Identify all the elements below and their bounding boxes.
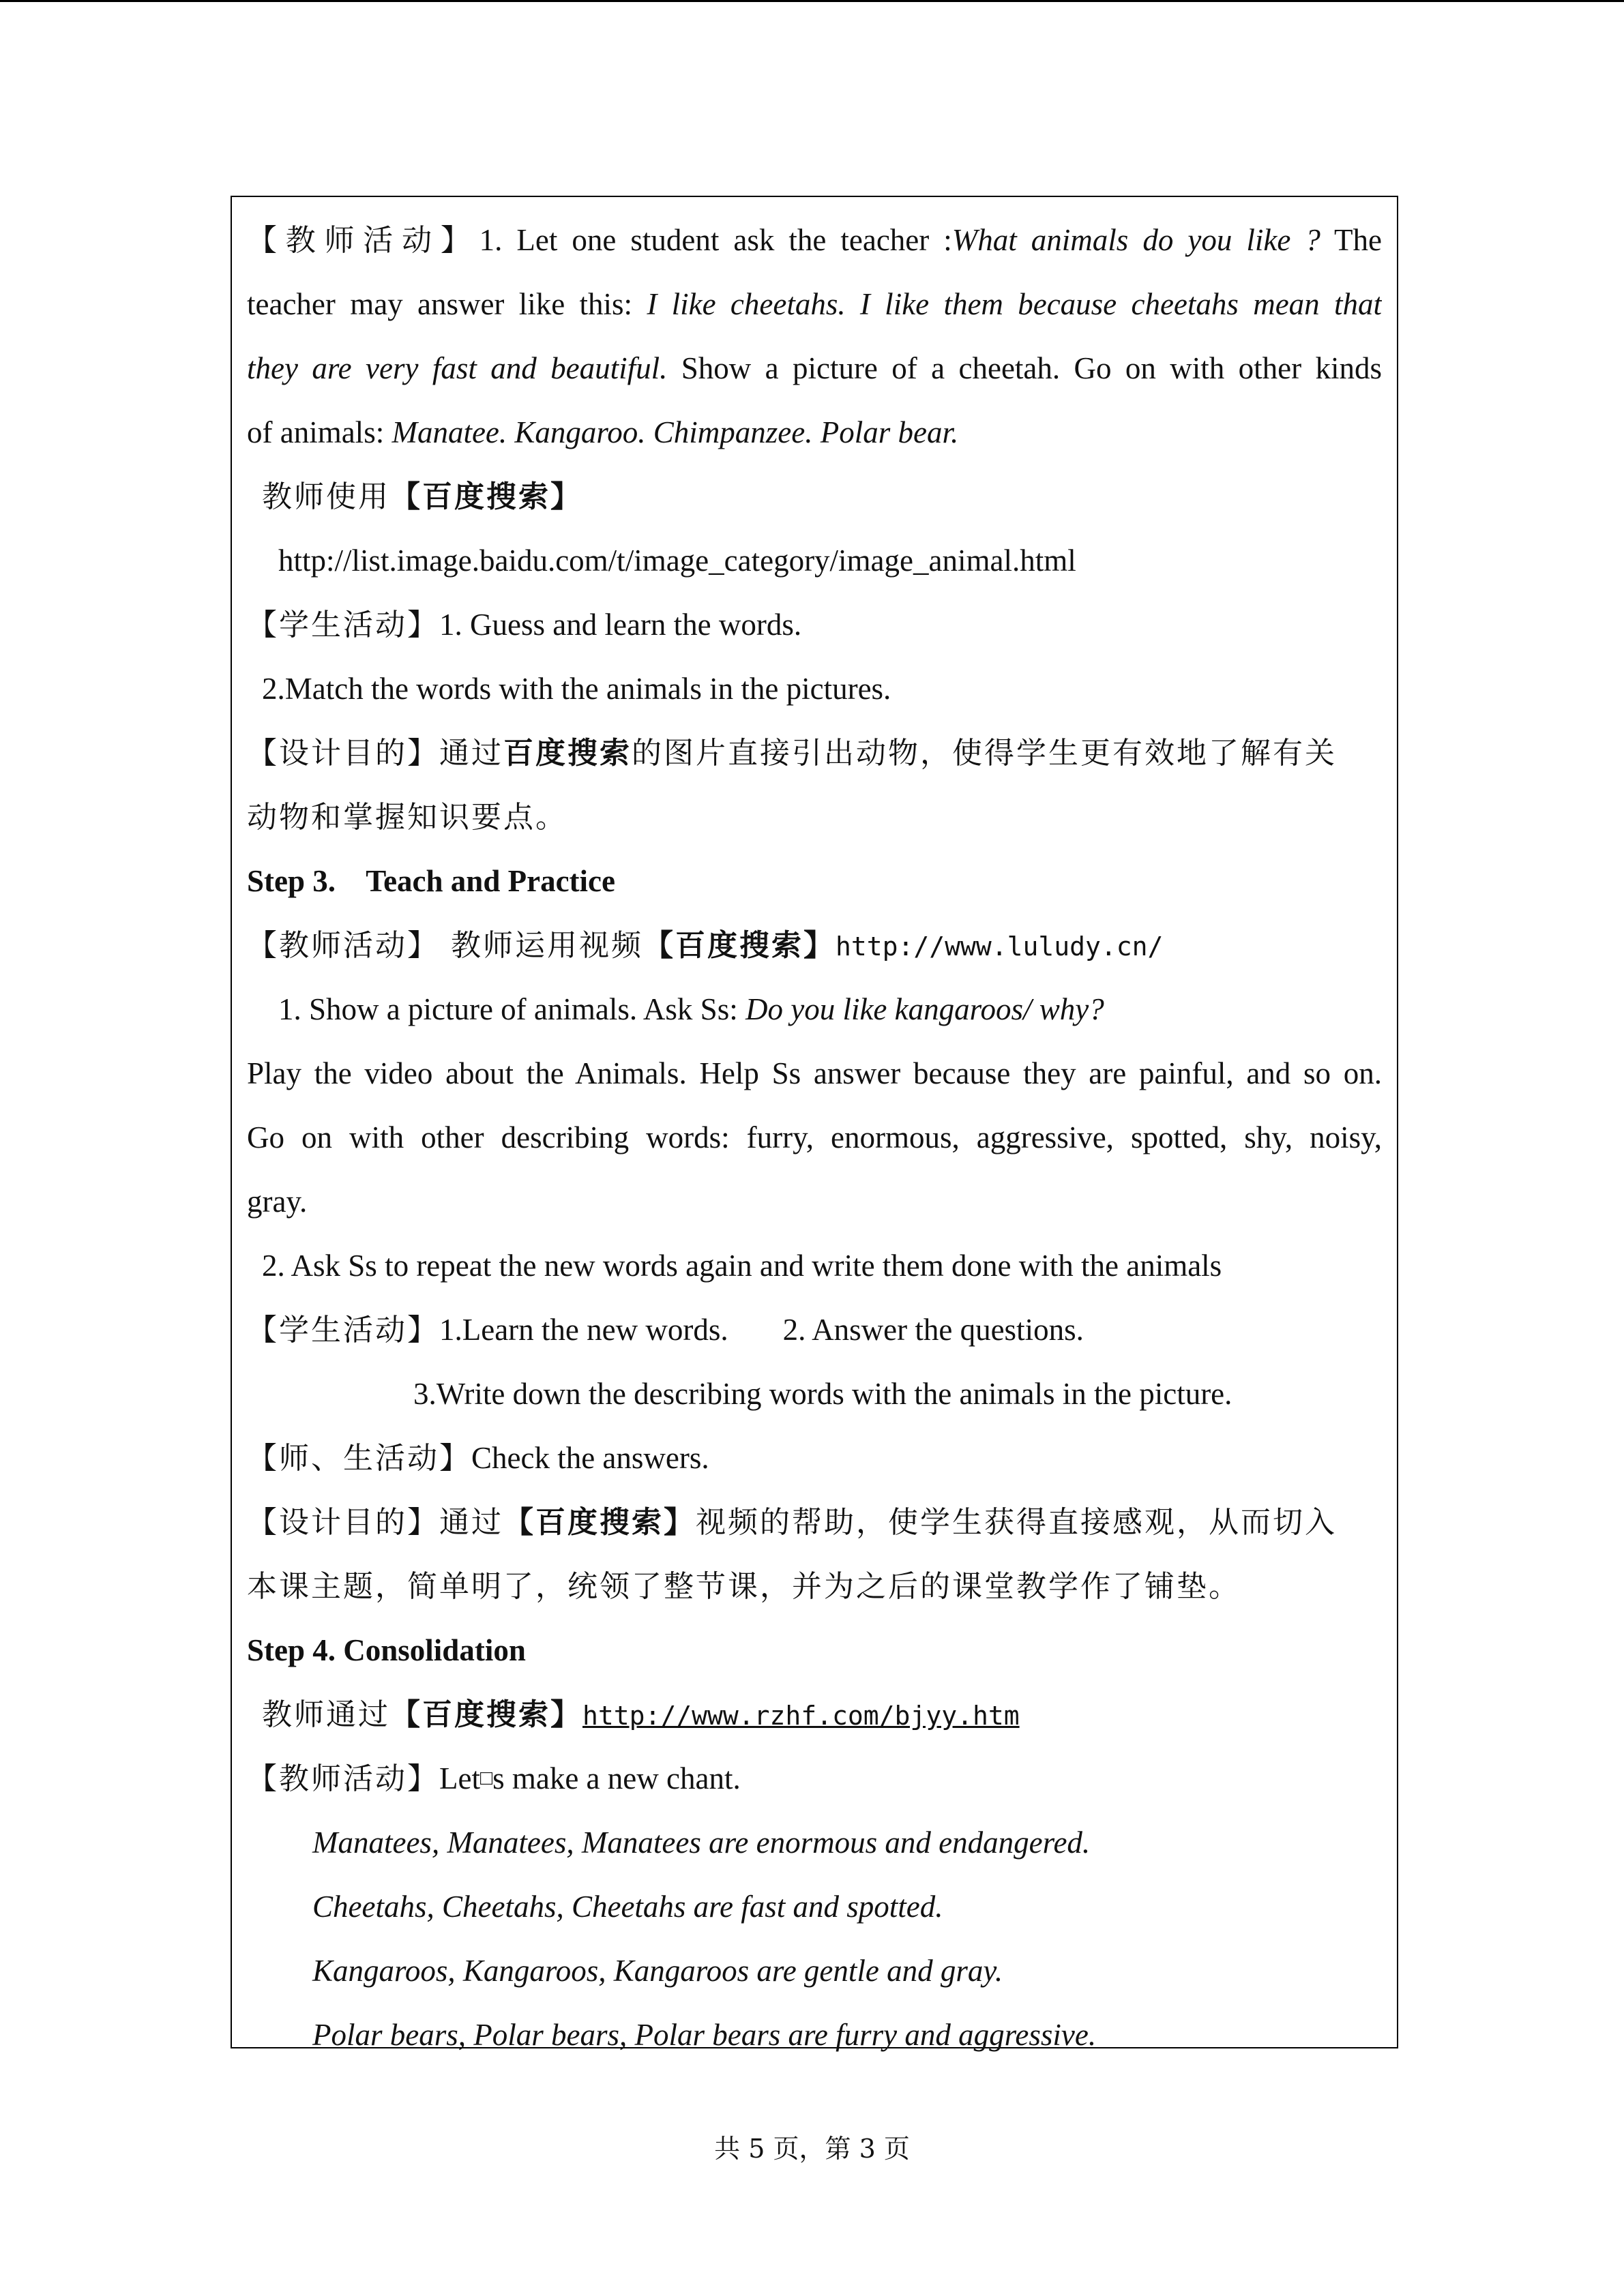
teacher-uses-baidu-line: 教师使用【百度搜索】 xyxy=(262,479,582,514)
teacher-activity-line-1: 【教师活动】1. Let one student ask the teacher :What animals do you like ? The xyxy=(247,223,1382,258)
step3-student-activity-line: 【学生活动】1.Learn the new words. 2. Answer the questions. xyxy=(247,1313,1084,1347)
student-activity-line-1: 【学生活动】1. Guess and learn the words. xyxy=(247,608,802,642)
luludy-url[interactable]: http://www.luludy.cn/ xyxy=(836,931,1164,961)
chant-line-3: Kangaroos, Kangaroos, Kangaroos are gentle and gray. xyxy=(312,1954,1003,1988)
teacher-activity-line-3: they are very fast and beautiful. Show a picture of a cheetah. Go on with other kinds xyxy=(247,351,1382,385)
student-activity-line-2: 2.Match the words with the animals in the pictures. xyxy=(262,672,891,706)
step3-design-purpose-line-1: 【设计目的】通过【百度搜索】视频的帮助，使学生获得直接感观，从而切入 xyxy=(247,1505,1337,1540)
rzhf-url[interactable]: http://www.rzhf.com/bjyy.htm xyxy=(582,1701,1020,1731)
step3-item-1: 1. Show a picture of animals. Ask Ss: Do you like kangaroos/ why? xyxy=(278,992,1104,1026)
step-3-heading: Step 3. Teach and Practice xyxy=(247,864,615,898)
design-purpose-line-1: 【设计目的】通过百度搜索的图片直接引出动物，使得学生更有效地了解有关 xyxy=(247,736,1337,771)
chant-line-1: Manatees, Manatees, Manatees are enormous and endangered. xyxy=(312,1825,1091,1860)
teacher-activity-line-2: teacher may answer like this: I like cheetahs. I like them because cheetahs mean that xyxy=(247,287,1382,321)
chant-line-2: Cheetahs, Cheetahs, Cheetahs are fast and spotted. xyxy=(312,1890,943,1924)
step3-describing-words-line: Go on with other describing words: furry, enormous, aggressive, spotted, shy, noisy, xyxy=(247,1120,1382,1154)
teacher-activity-line-4: of animals: Manatee. Kangaroo. Chimpanzee. Polar bear. xyxy=(247,415,959,449)
chant-line-4: Polar bears, Polar bears, Polar bears are furry and aggressive. xyxy=(312,2018,1097,2052)
lesson-plan-box xyxy=(231,196,1398,2052)
design-purpose-line-2: 动物和掌握知识要点。 xyxy=(247,800,567,835)
step3-describing-words-end: gray. xyxy=(247,1184,308,1219)
top-rule xyxy=(0,0,1624,2)
step4-teacher-activity-line: 【教师活动】Let□s make a new chant. xyxy=(247,1761,741,1796)
step3-item-2: 2. Ask Ss to repeat the new words again and write them done with the animals xyxy=(262,1249,1222,1283)
step3-teacher-activity-line: 【教师活动】 教师运用视频【百度搜索】http://www.luludy.cn/ xyxy=(247,928,1164,963)
step3-design-purpose-line-2: 本课主题，简单明了，统领了整节课，并为之后的课堂教学作了铺垫。 xyxy=(247,1569,1241,1604)
baidu-image-url[interactable]: http://list.image.baidu.com/t/image_category/image_animal.html xyxy=(278,543,1076,578)
step3-student-activity-item-3: 3.Write down the describing words with the animals in the picture. xyxy=(413,1377,1232,1411)
teacher-student-activity-line: 【师、生活动】Check the answers. xyxy=(247,1441,709,1476)
missing-glyph: □ xyxy=(479,1767,493,1789)
page-footer: 共 5 页，第 3 页 xyxy=(714,2134,910,2164)
step3-video-line: Play the video about the Animals. Help Ss answer because they are painful, and so on. xyxy=(247,1056,1382,1090)
teacher-via-baidu-line: 教师通过【百度搜索】http://www.rzhf.com/bjyy.htm xyxy=(262,1697,1020,1732)
step-4-heading: Step 4. Consolidation xyxy=(247,1633,526,1667)
